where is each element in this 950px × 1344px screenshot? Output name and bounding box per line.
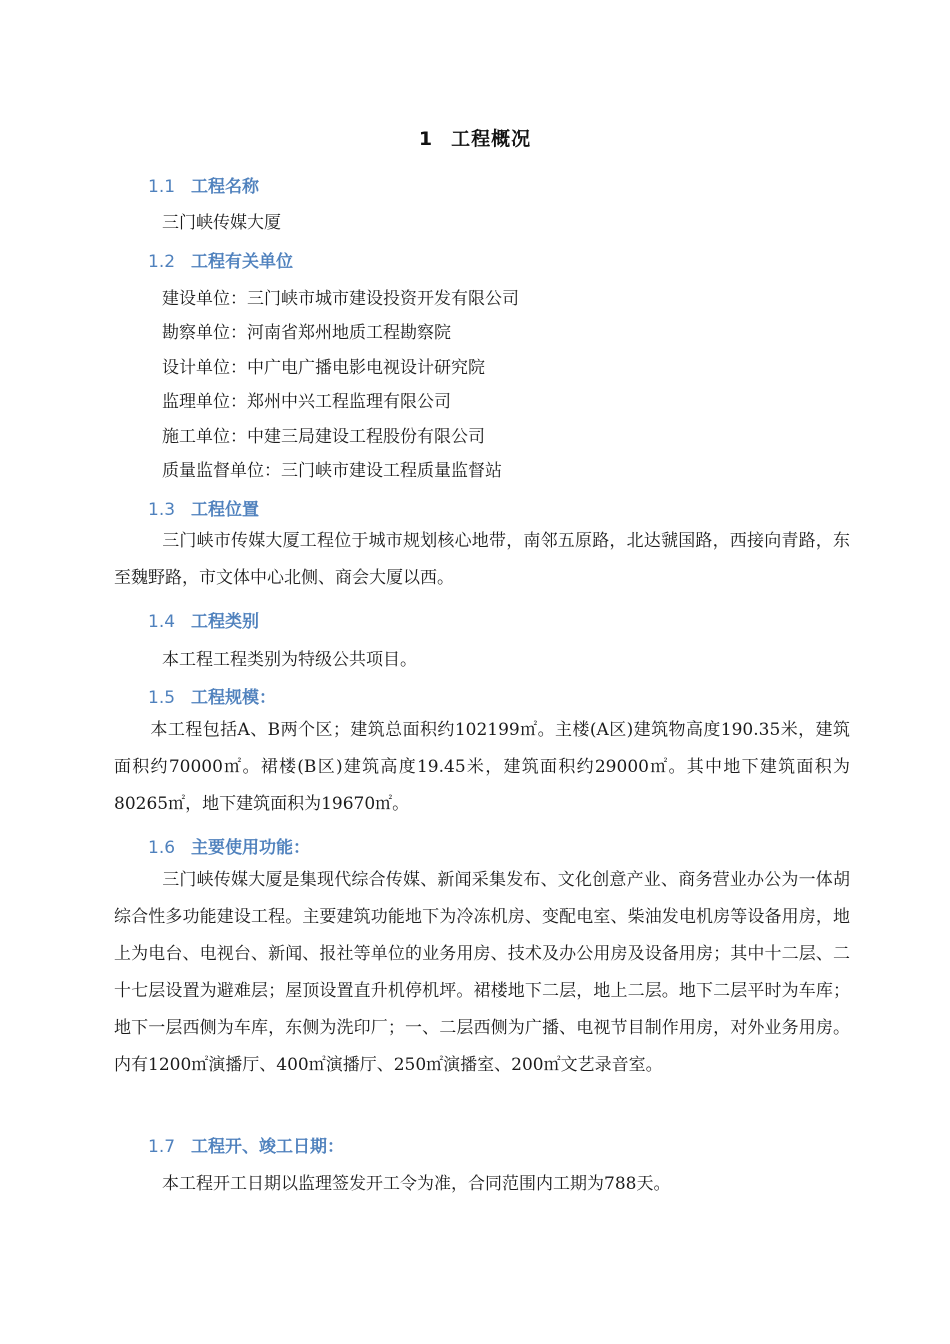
chapter-number: 1 (418, 128, 434, 150)
unit-line: 质量监督单位：三门峡市建设工程质量监督站 (162, 461, 502, 481)
project-name: 三门峡传媒大厦 (162, 213, 281, 233)
location-paragraph: 三门峡市传媒大厦工程位于城市规划核心地带，南邻五原路，北达虢国路，西接向青路，东至魏野路，市文体中心北侧、商会大厦以西。 (114, 531, 850, 588)
section-heading-1-5: 1.5 工程规模： (148, 688, 277, 708)
schedule-text: 本工程开工日期以监理签发开工令为准，合同范围内工期为788天。 (162, 1174, 671, 1194)
unit-line: 监理单位：郑州中兴工程监理有限公司 (162, 392, 451, 412)
chapter-title-text: 工程概况 (451, 128, 532, 150)
unit-line: 勘察单位：河南省郑州地质工程勘察院 (162, 323, 451, 343)
category-text: 本工程工程类别为特级公共项目。 (162, 650, 417, 670)
section-heading-1-1: 1.1 工程名称 (148, 177, 260, 197)
section-heading-1-2: 1.2 工程有关单位 (148, 252, 294, 272)
unit-line: 施工单位：中建三局建设工程股份有限公司 (162, 427, 485, 447)
section-heading-1-7: 1.7 工程开、竣工日期： (148, 1137, 345, 1157)
unit-line: 建设单位：三门峡市城市建设投资开发有限公司 (162, 289, 519, 309)
section-heading-1-4: 1.4 工程类别 (148, 612, 260, 632)
function-paragraph: 三门峡传媒大厦是集现代综合传媒、新闻采集发布、文化创意产业、商务营业办公为一体胡综合性多功能建设工程。主要建筑功能地下为冷冻机房、变配电室、柴油发电机房等设备用房，地上为电台、电视台、新闻、报社等单位的业务用房、技术及办公用房及设备用房；其中十二层、二十七层设置为避难层；屋顶设置直升机停机坪。裙楼地下二层，地上二层。地下二层平时为车库；地下一层西侧为车库，东侧为洗印厂；一、二层西侧为广播、电视节目制作用房，对外业务用房。内有1200㎡演播厅、400㎡演播厅、250㎡演播室、200㎡文艺录音室。 (114, 870, 850, 1075)
chapter-title (0, 124, 950, 151)
unit-line: 设计单位：中广电广播电影电视设计研究院 (162, 358, 485, 378)
scale-paragraph: 本工程包括A、B两个区；建筑总面积约102199㎡。主楼(A区)建筑物高度190.35米，建筑面积约70000㎡。裙楼(B区)建筑高度19.45米，建筑面积约29000㎡。其中地下建筑面积为80265㎡，地下建筑面积为19670㎡。 (114, 720, 850, 814)
section-heading-1-3: 1.3 工程位置 (148, 500, 260, 520)
section-heading-1-6: 1.6 主要使用功能： (148, 838, 311, 858)
